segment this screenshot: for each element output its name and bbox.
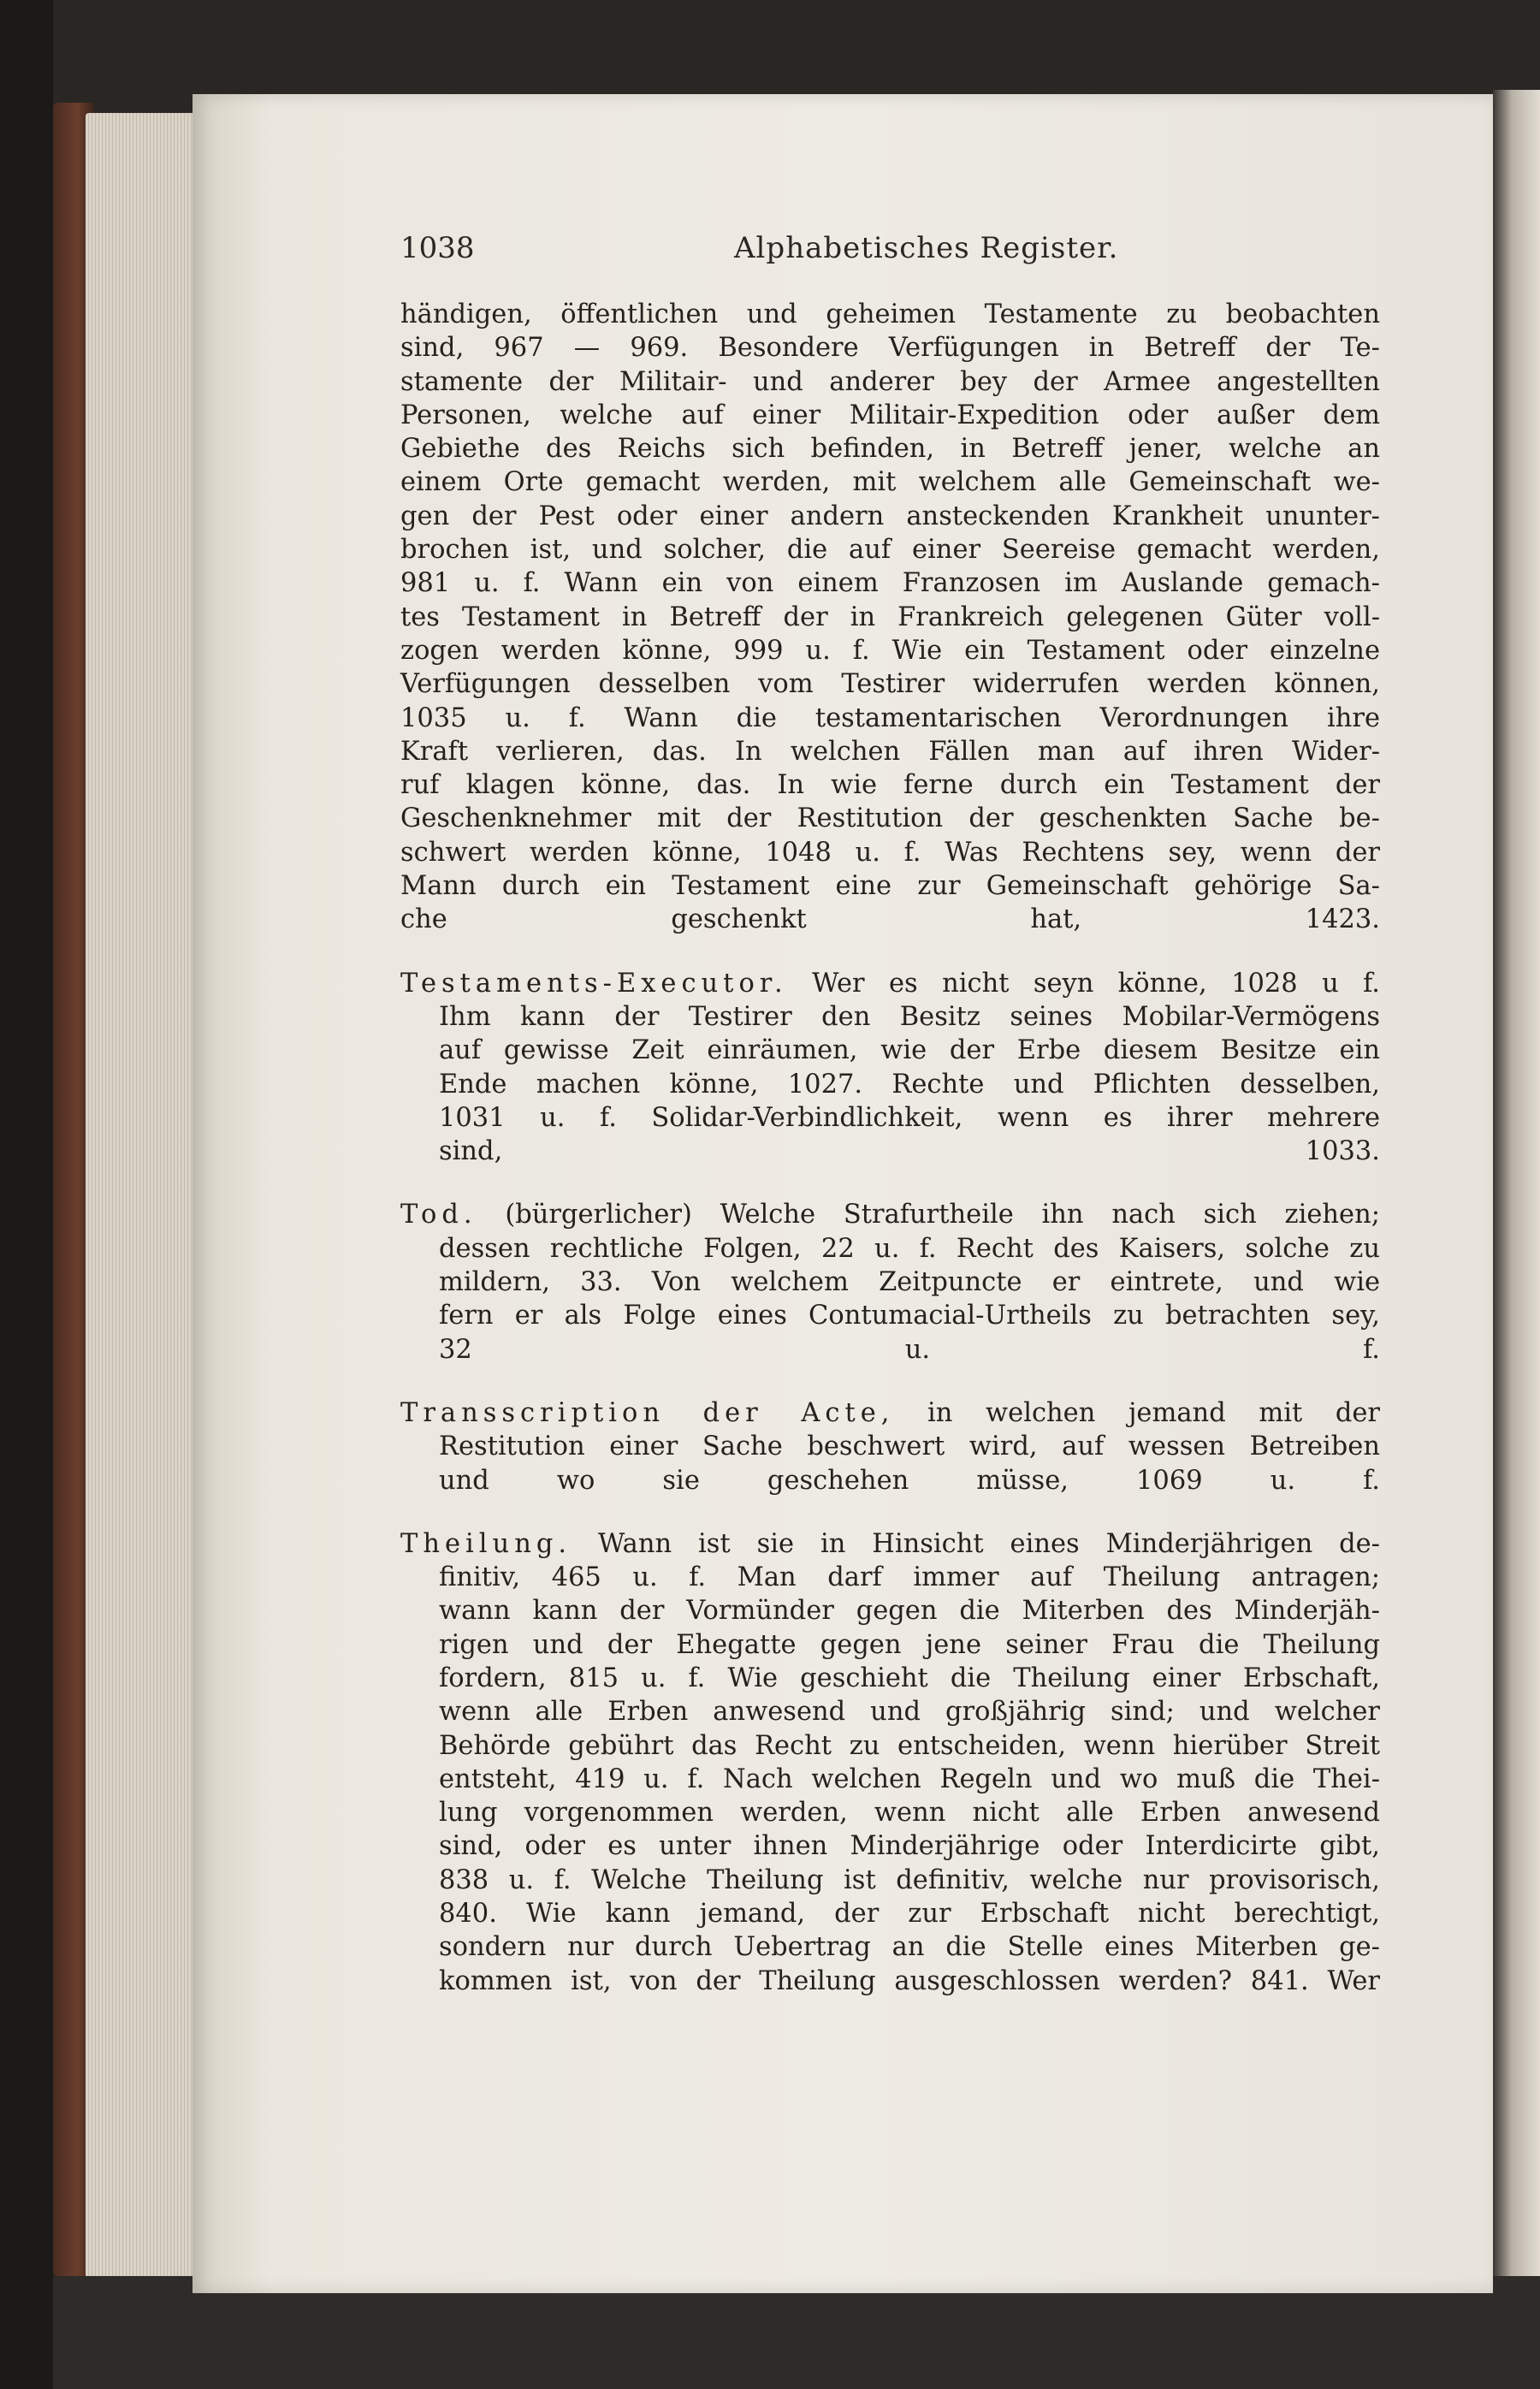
facing-page-edge [1493,90,1540,2280]
line-text: und wo sie geschehen müsse, 1069 u. f. [439,1465,1380,1496]
line-text: 838 u. f. Welche Theilung ist definitiv, welche nur provisorisch, [439,1864,1380,1895]
text-line [400,1729,1380,1763]
text-line [400,869,1380,903]
text-line [400,1101,1380,1135]
entry-headword: Transscription der Acte, [400,1397,895,1428]
line-text: 1035 u. f. Wann die testamentarischen Verordnungen ihre [400,702,1380,733]
text-line [400,533,1380,566]
line-text: wenn alle Erben anwesend und großjährig sind; und welcher [439,1697,1380,1728]
line-text: che geschenkt hat, 1423. [400,904,1380,935]
text-line [400,1965,1380,1998]
text-line [400,1930,1380,1964]
text-line [400,903,1380,936]
line-text: Behörde gebührt das Recht zu entscheiden, wenn hierüber Streit [439,1730,1380,1761]
page-number: 1038 [400,231,475,265]
text-line [400,500,1380,533]
text-line [400,768,1380,802]
line-text: lung vorgenommen werden, wenn nicht alle Erben anwesend [439,1798,1380,1829]
line-text: einem Orte gemacht werden, mit welchem alle Gemeinschaft we- [400,467,1380,498]
text-line [400,1527,1380,1561]
text-line [400,1594,1380,1627]
text-line [400,1068,1380,1101]
line-text: Ihm kann der Testirer den Besitz seines Mobilar-Vermögens [439,1001,1380,1032]
line-text: sind, 1033. [439,1136,1380,1167]
text-line [400,1299,1380,1332]
line-text: 32 u. f. [439,1334,1380,1365]
line-text: tes Testament in Betreff der in Frankreich gelegenen Güter voll- [400,602,1380,632]
line-text: mildern, 33. Von welchem Zeitpuncte er eintrete, und wie [439,1267,1380,1298]
text-line [400,298,1380,331]
text-line [400,1000,1380,1034]
line-text: Verfügungen desselben vom Testirer widerrufen werden können, [400,669,1380,700]
line-text: Personen, welche auf einer Militair-Expedition oder außer dem [400,400,1380,430]
line-text: Wer es nicht seyn könne, 1028 u f. [812,968,1380,999]
text-line [400,1464,1380,1497]
line-text: Wann ist sie in Hinsicht eines Minderjährigen de- [597,1528,1380,1559]
line-text: Gebiethe des Reichs sich befinden, in Betreff jener, welche an [400,434,1380,465]
text-line [400,1034,1380,1067]
line-text: wann kann der Vormünder gegen die Miterben des Minderjäh- [439,1596,1380,1627]
text-line [400,836,1380,869]
line-text: brochen ist, und solcher, die auf einer Seereise gemacht werden, [400,535,1380,566]
line-text: fordern, 815 u. f. Wie geschieht die Theilung einer Erbschaft, [439,1663,1380,1693]
text-line [400,1662,1380,1695]
line-text: sondern nur durch Uebertrag an die Stelle eines Miterben ge- [439,1932,1380,1963]
running-title: Alphabetisches Register. [734,231,1119,265]
line-text: sind, oder es unter ihnen Minderjährige oder Interdicirte gibt, [439,1831,1380,1862]
line-text: stamente der Militair- und anderer bey der Armee angestellten [400,366,1380,397]
register-entry [400,1527,1380,1998]
line-text: auf gewisse Zeit einräumen, wie der Erbe diesem Besitze ein [439,1035,1380,1066]
line-text: kommen ist, von der Theilung ausgeschlossen werden? 841. Wer [439,1965,1380,1996]
text-line [400,331,1380,365]
text-line [400,1695,1380,1728]
text-line [400,634,1380,667]
text-line [400,1396,1380,1430]
text-line [400,566,1380,600]
line-text: fern er als Folge eines Contumacial-Urtheils zu betrachten sey, [439,1301,1380,1331]
text-line [400,1628,1380,1662]
entry-headword: Testaments-Executor. [400,968,788,999]
text-line [400,967,1380,1000]
text-line [400,1561,1380,1594]
page-edges [86,113,198,2278]
register-entry [400,1396,1380,1497]
page-header [400,231,1367,282]
line-text: sind, 967 — 969. Besondere Verfügungen in Betreff der Te- [400,333,1380,364]
line-text: 1031 u. f. Solidar-Verbindlichkeit, wenn es ihrer mehrere [439,1102,1380,1133]
line-text: schwert werden könne, 1048 u. f. Was Rechtens sey, wenn der [400,837,1380,868]
entry-headword: Theilung. [400,1528,572,1559]
text-line [400,465,1380,499]
line-text: 981 u. f. Wann ein von einem Franzosen im Auslande gemach- [400,568,1380,599]
register-entry [400,1198,1380,1366]
background-left [0,0,53,2389]
text-line [400,1232,1380,1266]
line-text: dessen rechtliche Folgen, 22 u. f. Recht des Kaisers, solche zu [439,1233,1380,1264]
text-line [400,1829,1380,1863]
line-text: zogen werden könne, 999 u. f. Wie ein Testament oder einzelne [400,635,1380,666]
text-line [400,399,1380,432]
text-line [400,1266,1380,1299]
line-text: Mann durch ein Testament eine zur Gemeinschaft gehörige Sa- [400,871,1380,902]
line-text: (bürgerlicher) Welche Strafurtheile ihn nach sich ziehen; [505,1200,1380,1230]
text-line [400,702,1380,735]
line-text: Restitution einer Sache beschwert wird, auf wessen Betreiben [439,1432,1380,1462]
text-line [400,365,1380,399]
line-text: finitiv, 465 u. f. Man darf immer auf Theilung antragen; [439,1562,1380,1593]
line-text: händigen, öffentlichen und geheimen Testamente zu beobachten [400,299,1380,329]
text-line [400,432,1380,465]
text-line [400,1796,1380,1829]
text-line [400,601,1380,634]
text-line [400,735,1380,768]
line-text: ruf klagen könne, das. In wie ferne durch ein Testament der [400,770,1380,801]
continued-entry [400,298,1380,937]
text-line [400,802,1380,835]
line-text: 840. Wie kann jemand, der zur Erbschaft nicht berechtigt, [439,1899,1380,1930]
text-line [400,1135,1380,1168]
line-text: Ende machen könne, 1027. Rechte und Pflichten desselben, [439,1069,1380,1100]
line-text: Kraft verlieren, das. In welchen Fällen man auf ihren Wider- [400,736,1380,767]
text-line [400,667,1380,701]
line-text: in welchen jemand mit der [927,1397,1380,1428]
text-line [400,1897,1380,1930]
text-line [400,1864,1380,1897]
text-line [400,1763,1380,1796]
register-text [400,298,1380,1998]
text-line [400,1198,1380,1231]
register-entry [400,967,1380,1169]
text-line [400,1430,1380,1463]
line-text: rigen und der Ehegatte gegen jene seiner Frau die Theilung [439,1629,1380,1660]
line-text: gen der Pest oder einer andern ansteckenden Krankheit ununter- [400,501,1380,531]
line-text: entsteht, 419 u. f. Nach welchen Regeln und wo muß die Thei- [439,1764,1380,1794]
text-line [400,1333,1380,1366]
line-text: Geschenknehmer mit der Restitution der geschenkten Sache be- [400,803,1380,834]
entry-headword: Tod. [400,1200,477,1230]
